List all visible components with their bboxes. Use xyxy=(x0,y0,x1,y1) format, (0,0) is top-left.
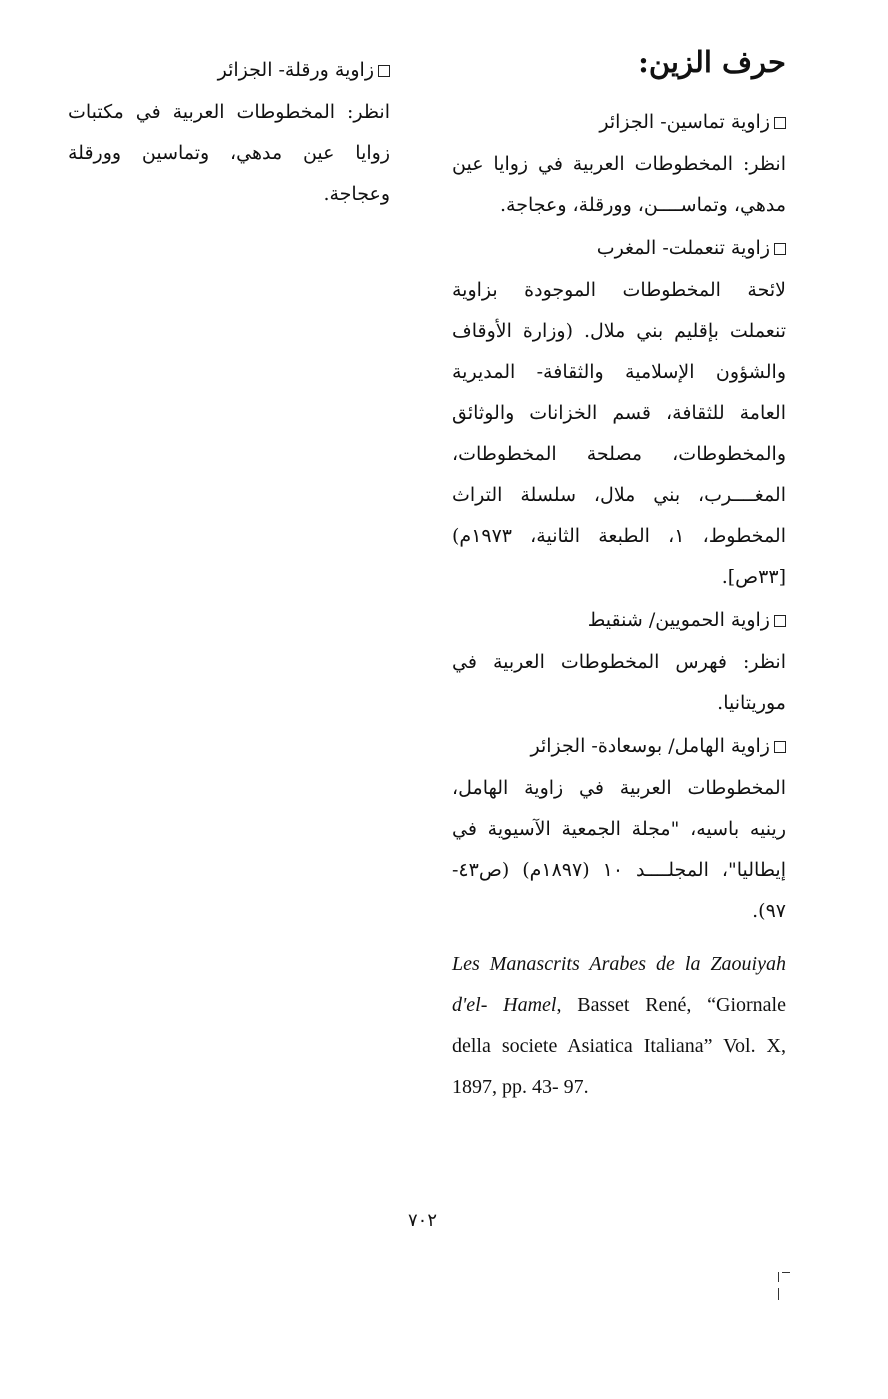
latin-title: Les Manascrits Arabes de la Zaouiyah d'el- Hamel xyxy=(452,953,786,1016)
entry-tamasin xyxy=(452,104,786,226)
left-column xyxy=(68,52,390,219)
section-heading: حرف الزين: xyxy=(638,45,786,79)
entry-title: زاوية ورقلة- الجزائر xyxy=(68,52,390,88)
entry-title: زاوية تنعملت- المغرب xyxy=(452,230,786,266)
entry-title: زاوية تماسين- الجزائر xyxy=(452,104,786,140)
latin-reference xyxy=(452,944,786,1108)
latin-details: , Basset René, “Giornale della societe Asiatica Italiana” Vol. X, 1897, pp. 43- 97. xyxy=(452,994,786,1098)
scan-mark xyxy=(778,1272,779,1282)
entry-title: زاوية الحمويين/ شنقيط xyxy=(452,602,786,638)
checkbox-bullet-icon xyxy=(378,65,390,77)
entry-title: زاوية الهامل/ بوسعادة- الجزائر xyxy=(452,728,786,764)
page-number: ٧٠٢ xyxy=(408,1210,438,1231)
entry-body: انظر: فهرس المخطوطات العربية في موريتانيا. xyxy=(452,651,786,714)
checkbox-bullet-icon xyxy=(774,615,786,627)
entry-hamawiyin xyxy=(452,602,786,724)
entry-hamel xyxy=(452,728,786,1108)
entry-body: لائحة المخطوطات الموجودة بزاوية تنعملت بإقليم بني ملال. (وزارة الأوقاف والشؤون الإسلامية والثقافة- المديرية العامة للثقافة، قسم الخزانات والوثائق والمخطوطات، مصلحة المخطوطات، المغــــرب، بني ملال، سلسلة التراث المخطوط، ١، الطبعة الثانية، ١٩٧٣م) [٣٣ص]. xyxy=(452,279,786,588)
entry-body: انظر: المخطوطات العربية في مكتبات زوايا عين مدهي، وتماسين وورقلة وعجاجة. xyxy=(68,101,390,205)
entry-body: المخطوطات العربية في زاوية الهامل، رينيه باسيه، "مجلة الجمعية الآسيوية في إيطاليا"، المجلــــد ١٠ (١٨٩٧م) (ص٤٣- ٩٧). xyxy=(452,777,786,922)
checkbox-bullet-icon xyxy=(774,741,786,753)
entry-body: انظر: المخطوطات العربية في زوايا عين مدهي، وتماســــن، وورقلة، وعجاجة. xyxy=(452,153,786,216)
scan-mark xyxy=(782,1272,790,1273)
checkbox-bullet-icon xyxy=(774,117,786,129)
entry-ouargla xyxy=(68,52,390,215)
checkbox-bullet-icon xyxy=(774,243,786,255)
right-column xyxy=(452,40,786,1108)
scan-mark xyxy=(778,1288,779,1300)
entry-tanaamalt xyxy=(452,230,786,598)
